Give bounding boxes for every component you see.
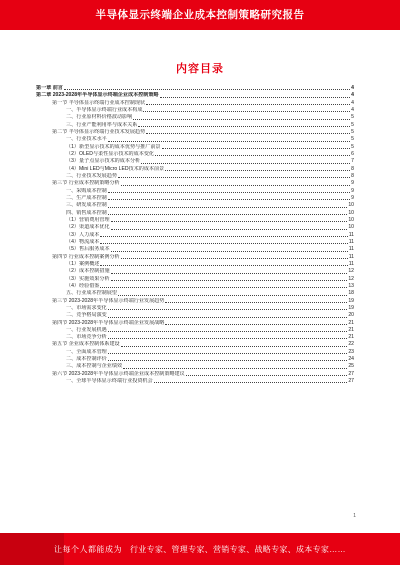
toc-heading: 内容目录: [176, 63, 224, 75]
toc-entry-text: （4）经验借鉴: [66, 282, 100, 289]
toc-entry-text: （2）成本控制措施: [66, 268, 110, 275]
toc-entry[interactable]: [36, 158, 354, 165]
toc-entry-text: 一、市场需求变化: [66, 304, 107, 311]
toc-entry-page: 6: [351, 150, 354, 157]
toc-entry-text: 第一章 前言: [36, 85, 63, 91]
toc-leader-dots: [118, 177, 350, 178]
toc-entry[interactable]: [36, 202, 354, 209]
toc-leader-dots: [141, 163, 350, 164]
toc-entry-text: 四、销售成本控制: [66, 209, 107, 216]
toc-entry-text: 五、行业成本控制展望: [66, 290, 117, 297]
toc-entry[interactable]: [36, 166, 354, 173]
toc-entry[interactable]: [36, 151, 354, 158]
toc-entry-text: 三、研发成本控制: [66, 202, 107, 209]
toc-entry[interactable]: [36, 129, 354, 136]
toc-entry-text: 二、成本控制评价: [66, 356, 107, 363]
toc-entry-text: 一、全面成本管理: [66, 348, 107, 355]
toc-entry[interactable]: [36, 334, 354, 341]
toc-leader-dots: [121, 185, 351, 186]
toc-entry-text: （2）OLED与柔性显示技术的成本变化: [66, 150, 155, 157]
toc-entry-page: 11: [348, 231, 354, 238]
toc-leader-dots: [154, 382, 348, 383]
toc-leader-dots: [108, 207, 348, 208]
toc-entry-page: 5: [351, 114, 354, 121]
toc-leader-dots: [146, 104, 350, 105]
toc-entry-page: 5: [351, 128, 354, 135]
toc-leader-dots: [165, 170, 350, 171]
toc-leader-dots: [100, 236, 347, 237]
toc-entry[interactable]: [36, 254, 354, 261]
toc-entry-page: 12: [348, 268, 354, 275]
toc-entry-text: 二、行业原材料价格波动影响: [66, 114, 133, 121]
toc-entry-page: 11: [348, 238, 354, 245]
toc-entry-page: 5: [351, 143, 354, 150]
toc-leader-dots: [108, 360, 348, 361]
toc-entry[interactable]: [36, 85, 354, 92]
toc-entry-page: 10: [348, 216, 354, 223]
toc-entry-text: 二、竞争格局演变: [66, 312, 107, 319]
toc-entry-page: 9: [351, 187, 354, 194]
report-header-title: 半导体显示终端企业成本控制策略研究报告: [0, 0, 400, 30]
toc-entry[interactable]: [36, 290, 354, 297]
toc-entry[interactable]: [36, 378, 354, 385]
toc-entry[interactable]: [36, 283, 354, 290]
toc-entry[interactable]: [36, 276, 354, 283]
toc-entry-text: （4）物流成本: [66, 238, 100, 245]
toc-entry-page: 4: [351, 85, 354, 91]
toc-entry[interactable]: [36, 232, 354, 239]
toc-entry[interactable]: [36, 246, 354, 253]
toc-entry-page: 20: [348, 312, 354, 319]
toc-entry[interactable]: [36, 341, 354, 348]
toc-leader-dots: [186, 375, 348, 376]
toc-entry[interactable]: [36, 210, 354, 217]
toc-entry[interactable]: [36, 371, 354, 378]
toc-leader-dots: [111, 221, 348, 222]
toc-entry[interactable]: [36, 136, 354, 143]
footer-slogan-left: 让每个人都能成为: [54, 544, 122, 554]
toc-entry-text: （1）新型显示技术的成本优势与推广前景: [66, 143, 161, 150]
toc-leader-dots: [108, 338, 348, 339]
toc-entry-page: 4: [351, 106, 354, 113]
toc-entry[interactable]: [36, 224, 354, 231]
toc-entry[interactable]: [36, 122, 354, 129]
toc-leader-dots: [100, 265, 347, 266]
toc-entry-page: 4: [351, 99, 354, 106]
toc-entry[interactable]: [36, 180, 354, 187]
toc-entry[interactable]: [36, 144, 354, 151]
toc-entry[interactable]: [36, 107, 354, 114]
toc-leader-dots: [108, 141, 350, 142]
toc-leader-dots: [118, 295, 347, 296]
toc-entry[interactable]: [36, 327, 354, 334]
toc-entry-page: 27: [348, 378, 354, 385]
toc-leader-dots: [162, 148, 351, 149]
toc-entry[interactable]: [36, 239, 354, 246]
toc-entry-page: 21: [348, 326, 354, 333]
toc-entry[interactable]: [36, 363, 354, 370]
toc-entry-text: 二、生产成本控制: [66, 194, 107, 201]
toc-leader-dots: [165, 324, 347, 325]
toc-entry-page: 4: [351, 92, 354, 99]
toc-entry[interactable]: [36, 261, 354, 268]
toc-entry-text: 一、全球半导体显示终端行业投资机会: [66, 378, 153, 385]
toc-leader-dots: [108, 331, 348, 332]
toc-entry-page: 9: [351, 180, 354, 187]
toc-leader-dots: [155, 155, 350, 156]
toc-entry[interactable]: [36, 100, 354, 107]
toc-entry[interactable]: [36, 305, 354, 312]
toc-entry-text: 第三节 行业成本控制策略分析: [52, 180, 120, 187]
toc-leader-dots: [108, 214, 348, 215]
toc-entry-text: 一、行业技术水平: [66, 136, 107, 143]
toc-leader-dots: [108, 199, 350, 200]
toc-leader-dots: [146, 133, 350, 134]
toc-entry-page: 19: [348, 304, 354, 311]
toc-leader-dots: [133, 119, 350, 120]
toc-entry-page: 24: [348, 356, 354, 363]
table-of-contents: [36, 85, 354, 385]
toc-entry-text: （5）售后服务成本: [66, 246, 110, 253]
toc-entry-page: 5: [351, 136, 354, 143]
toc-entry[interactable]: [36, 268, 354, 275]
toc-entry-text: （3）量子点显示技术的成本分析: [66, 158, 141, 165]
toc-entry-page: 25: [348, 363, 354, 370]
toc-entry-page: 18: [348, 290, 354, 297]
toc-leader-dots: [108, 353, 348, 354]
toc-entry-page: 9: [351, 194, 354, 201]
footer-bar: [0, 533, 400, 565]
toc-entry-text: 第四节 2023-2028年半导体显示终端企业发展战略: [52, 319, 165, 326]
toc-entry-text: 一、行业发展机遇: [66, 326, 107, 333]
toc-entry-text: （1）营销费用管理: [66, 216, 110, 223]
toc-entry[interactable]: [36, 349, 354, 356]
toc-entry-page: 22: [348, 341, 354, 348]
toc-entry-text: 第四节 行业成本控制案例分析: [52, 253, 120, 260]
toc-leader-dots: [64, 89, 350, 90]
toc-entry-text: 第六节 2023-2028年半导体显示终端企业成本控制策略建议: [52, 370, 185, 377]
toc-entry-page: 21: [348, 334, 354, 341]
toc-entry-text: 一、采购成本控制: [66, 187, 107, 194]
toc-leader-dots: [108, 192, 350, 193]
toc-entry[interactable]: [36, 217, 354, 224]
toc-entry-page: 11: [348, 253, 354, 260]
toc-leader-dots: [111, 280, 348, 281]
toc-entry[interactable]: [36, 92, 354, 99]
toc-entry[interactable]: [36, 320, 354, 327]
toc-entry-page: 8: [351, 172, 354, 179]
toc-entry-page: 12: [348, 275, 354, 282]
toc-entry[interactable]: [36, 312, 354, 319]
toc-leader-dots: [100, 243, 347, 244]
toc-leader-dots: [165, 302, 347, 303]
toc-entry-text: 第二节 半导体显示终端行业技术发展趋势: [52, 128, 146, 135]
toc-entry-text: 二、市场竞争分析: [66, 334, 107, 341]
toc-entry-page: 19: [348, 297, 354, 304]
toc-entry[interactable]: [36, 356, 354, 363]
toc-entry-text: （3）人力成本: [66, 231, 100, 238]
toc-entry-text: 第五节 企业成本控制体系建设: [52, 341, 120, 348]
toc-entry[interactable]: [36, 298, 354, 305]
toc-entry-page: 10: [348, 224, 354, 231]
toc-leader-dots: [160, 97, 351, 98]
toc-leader-dots: [111, 229, 348, 230]
toc-entry-page: 5: [351, 121, 354, 128]
toc-entry-page: 7: [351, 158, 354, 165]
toc-leader-dots: [121, 258, 348, 259]
toc-leader-dots: [111, 251, 348, 252]
toc-leader-dots: [138, 126, 350, 127]
toc-entry-page: 13: [348, 282, 354, 289]
toc-entry[interactable]: [36, 188, 354, 195]
footer-slogan-right: 行业专家、管理专家、营销专家、战略专家、成本专家……: [130, 544, 346, 554]
toc-entry-page: 21: [348, 319, 354, 326]
toc-entry[interactable]: [36, 173, 354, 180]
toc-entry-text: （4）Mini LED与Micro LED技术的成本前景: [66, 165, 165, 172]
toc-leader-dots: [111, 273, 348, 274]
toc-entry-text: （3）实施效果分析: [66, 275, 110, 282]
toc-leader-dots: [100, 287, 347, 288]
toc-entry-text: （2）渠道成本优化: [66, 224, 110, 231]
toc-entry-text: 第一节 半导体显示终端行业成本控制现状: [52, 99, 146, 106]
toc-entry-page: 11: [348, 246, 354, 253]
page-number: 1: [353, 513, 356, 519]
toc-entry-page: 10: [348, 202, 354, 209]
toc-entry-text: 一、半导体显示终端行业成本构成: [66, 106, 143, 113]
toc-leader-dots: [121, 346, 348, 347]
toc-leader-dots: [108, 317, 348, 318]
toc-entry-text: 三、成本控制与企业绩效: [66, 363, 123, 370]
toc-entry-page: 10: [348, 209, 354, 216]
toc-entry-page: 8: [351, 165, 354, 172]
toc-entry-text: 三、行业产能利用率与成本关系: [66, 121, 138, 128]
toc-entry-text: 第二章 2023-2028年半导体显示终端企业成本控制策略: [36, 92, 159, 99]
toc-entry[interactable]: [36, 114, 354, 121]
toc-entry-page: 27: [348, 370, 354, 377]
toc-entry-page: 23: [348, 348, 354, 355]
toc-leader-dots: [143, 111, 350, 112]
toc-leader-dots: [108, 309, 348, 310]
toc-entry-text: 二、行业技术发展趋势: [66, 172, 117, 179]
toc-entry-page: 11: [348, 260, 354, 267]
toc-entry[interactable]: [36, 195, 354, 202]
toc-entry-text: （1）案例概述: [66, 260, 100, 267]
toc-entry-text: 第三节 2023-2028年半导体显示终端行业发展趋势: [52, 297, 165, 304]
toc-leader-dots: [123, 368, 347, 369]
